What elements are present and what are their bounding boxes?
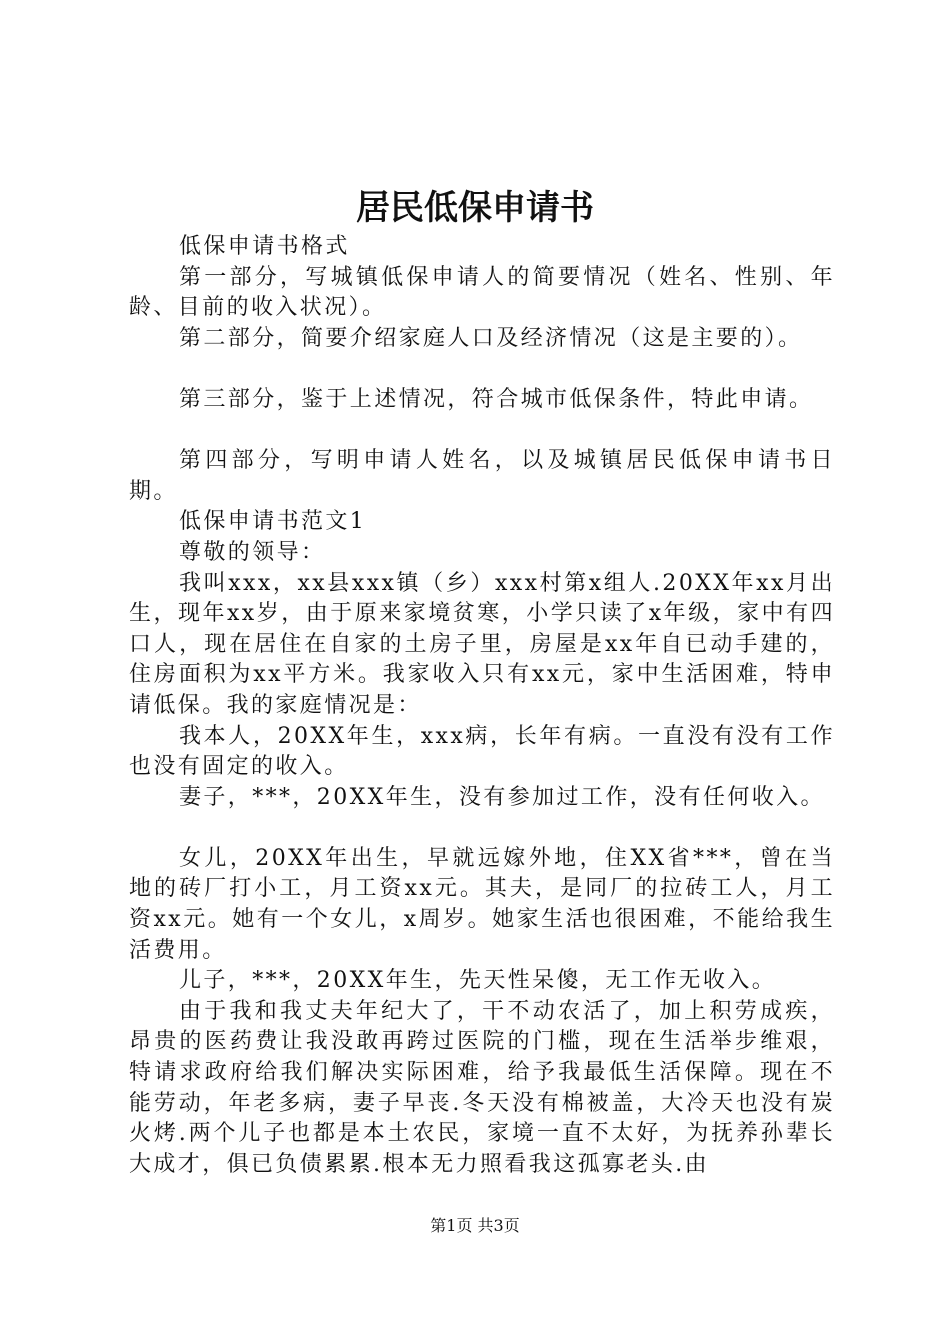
paragraph: 儿子，***，20XX年生，先天性呆傻，无工作无收入。 [179,968,777,994]
paragraph: 第二部分，简要介绍家庭人口及经济情况（这是主要的）。 [179,325,803,351]
blank-line [129,354,835,385]
document-title: 居民低保申请书 [356,188,594,228]
paragraph: 我本人，20XX年生，xxx病，长年有病。一直没有没有工作也没有固定的收入。 [129,723,835,780]
paragraph: 第四部分，写明申请人姓名，以及城镇居民低保申请书日期。 [129,448,835,504]
paragraph: 低保申请书范文1 [179,509,367,535]
paragraph: 我叫xxx，xx县xxx镇（乡）xxx村第x组人.20XX年xx月出生，现年xx岁，由于原来家境贫寒，小学只读了x年级，家中有四口人，现在居住在自家的土房子里，房屋是xx年自已动手建的，住房面积为xx平方米。我家收入只有xx元，家中生活困难，特申请低保。我的家庭情况是： [129,570,835,718]
paragraph: 由于我和我丈夫年纪大了，干不动农活了，加上积劳成疾，昂贵的医药费让我没敢再跨过医院的门槛，现在生活举步维艰，特请求政府给我们解决实际困难，给予我最低生活保障。现在不能劳动，年老多病，妻子早丧.冬天没有棉被盖，大冷天也没有炭火烤.两个儿子也都是本土农民，家境一直不太好，为抚养孙辈长大成才，俱已负债累累.根本无力照看我这孤寡老头.由 [129,998,835,1177]
paragraph: 妻子，***，20XX年生，没有参加过工作，没有任何收入。 [179,784,825,810]
paragraph: 女儿，20XX年出生，早就远嫁外地，住XX省***，曾在当地的砖厂打小工，月工资xx元。其夫，是同厂的拉砖工人，月工资xx元。她有一个女儿，x周岁。她家生活也很困难，不能给我生活费用。 [129,845,835,963]
paragraph: 第三部分，鉴于上述情况，符合城市低保条件，特此申请。 [179,386,814,412]
blank-line [129,813,835,844]
page-number-footer: 第1页 共3页 [430,1216,520,1235]
document-body [129,232,835,1180]
paragraph: 第一部分，写城镇低保申请人的简要情况（姓名、性别、年龄、目前的收入状况）。 [129,264,835,321]
paragraph: 尊敬的领导： [179,539,326,565]
paragraph: 低保申请书格式 [179,234,350,259]
blank-line [129,416,835,447]
